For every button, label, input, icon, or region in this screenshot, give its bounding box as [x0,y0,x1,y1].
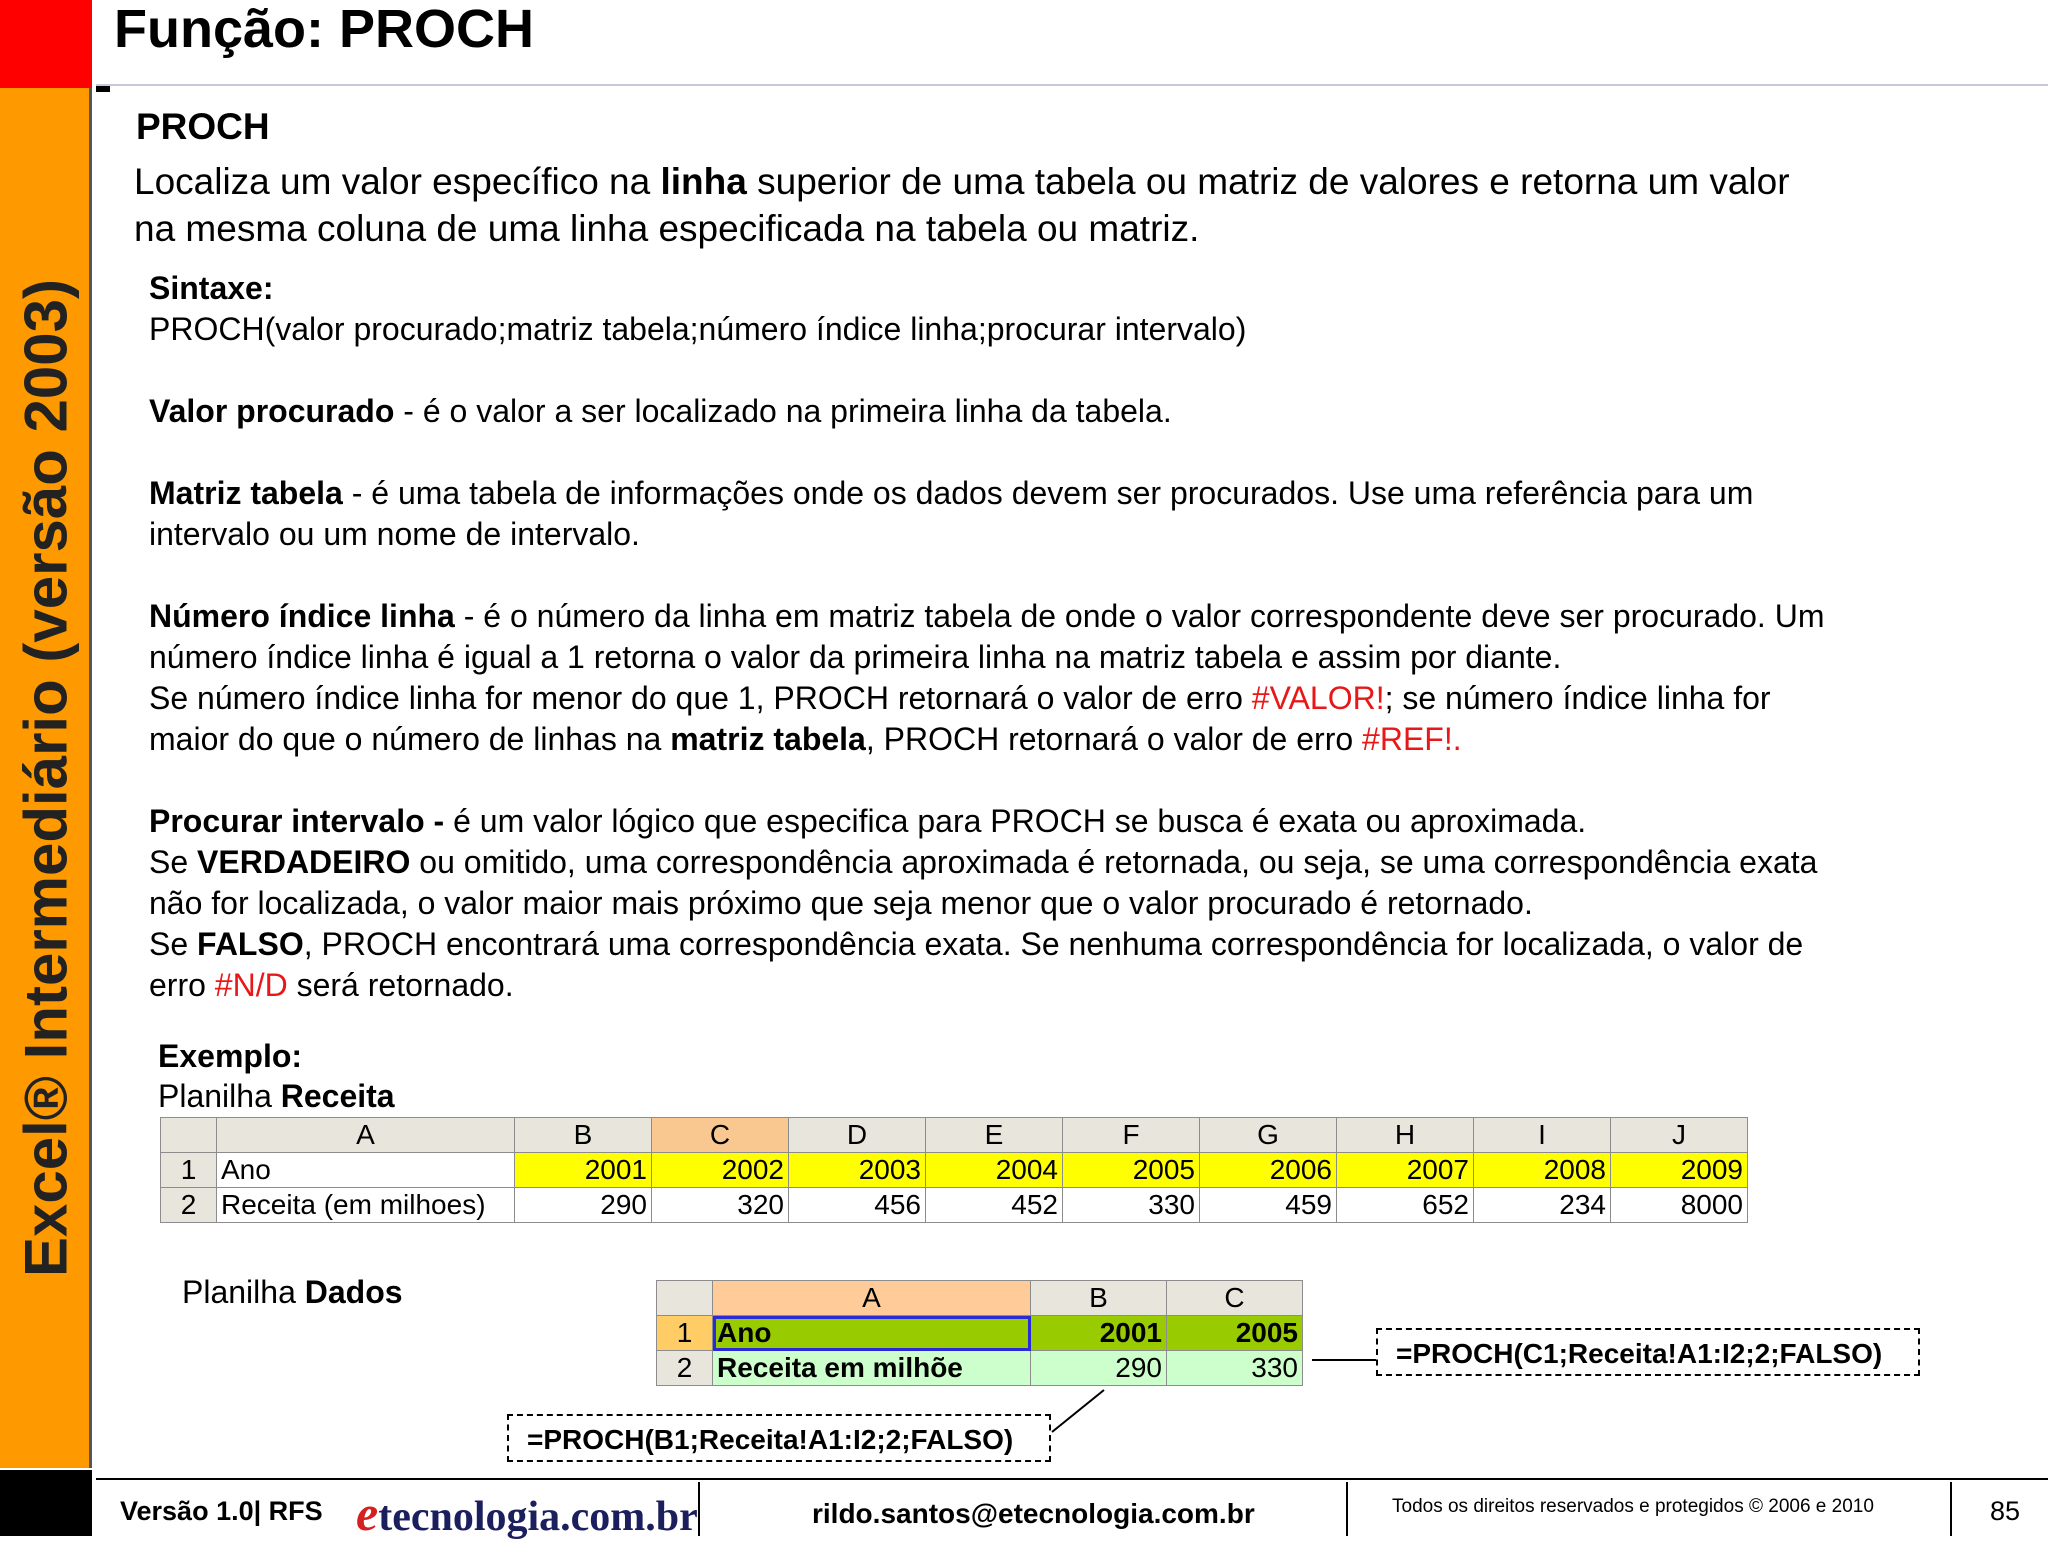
param-verdadeiro-cont: não for localizada, o valor maior mais próximo que seja menor que o valor procurado é retornado. [149,885,1533,921]
cell[interactable]: 2003 [789,1153,926,1188]
column-header: I [1474,1118,1611,1153]
param-numero-line-3: Se número índice linha for menor do que 1, PROCH retornará o valor de erro #VALOR!; se número índice linha for [149,680,1771,716]
param-numero-line-2: número índice linha é igual a 1 retorna o valor da primeira linha na matriz tabela e assim por diante. [149,639,1562,675]
sheet-receita-label: Planilha Receita [158,1078,395,1114]
cell[interactable]: 320 [652,1188,789,1223]
cell[interactable]: 2007 [1337,1153,1474,1188]
column-header: C [1167,1281,1303,1316]
footer-separator [1346,1482,1348,1536]
param-valor: Valor procurado - é o valor a ser localizado na primeira linha da tabela. [149,393,1172,429]
row-header: 2 [161,1188,217,1223]
column-header: H [1337,1118,1474,1153]
cell[interactable]: 2008 [1474,1153,1611,1188]
column-header: A [217,1118,515,1153]
cell[interactable]: 2002 [652,1153,789,1188]
footer-logo[interactable]: etecnologia.com.br [356,1485,698,1541]
column-header: C [652,1118,789,1153]
column-header: B [515,1118,652,1153]
column-header: F [1063,1118,1200,1153]
cell[interactable]: 330 [1063,1188,1200,1223]
column-header: J [1611,1118,1748,1153]
footer-divider [96,1478,2048,1480]
param-matriz-cont: intervalo ou um nome de intervalo. [149,516,640,552]
cell[interactable]: Receita (em milhoes) [217,1188,515,1223]
cell[interactable]: 290 [1031,1351,1167,1386]
example-label: Exemplo: Planilha Receita [158,1038,395,1114]
syntax-label: Sintaxe: [149,270,274,306]
cell[interactable]: 452 [926,1188,1063,1223]
page-number: 85 [1990,1496,2021,1526]
cell[interactable]: 2001 [1031,1316,1167,1351]
cell[interactable]: 290 [515,1188,652,1223]
column-header: B [1031,1281,1167,1316]
cell[interactable]: 330 [1167,1351,1303,1386]
cell[interactable]: 2005 [1063,1153,1200,1188]
cell[interactable]: 459 [1200,1188,1337,1223]
cell[interactable]: Receita em milhõe [713,1351,1031,1386]
row-header: 2 [657,1351,713,1386]
row-header: 1 [657,1316,713,1351]
cell[interactable]: 2004 [926,1153,1063,1188]
error-ref: #REF!. [1362,721,1462,757]
cell[interactable]: 234 [1474,1188,1611,1223]
selected-cell[interactable]: Ano [713,1316,1031,1351]
footer-copyright: Todos os direitos reservados e protegidos © 2006 e 2010 [1392,1496,1874,1517]
intro-line-2: na mesma coluna de uma linha especificada na tabela ou matriz. [134,208,1200,249]
formula-callout-c1: =PROCH(C1;Receita!A1:I2;2;FALSO) [1376,1328,1920,1376]
syntax-formula: PROCH(valor procurado;matriz tabela;número índice linha;procurar intervalo) [149,311,1247,347]
cell[interactable]: 456 [789,1188,926,1223]
footer-version: Versão 1.0| RFS [120,1496,323,1526]
cell[interactable]: 2001 [515,1153,652,1188]
column-header: G [1200,1118,1337,1153]
column-header: A [713,1281,1031,1316]
param-numero: Número índice linha - é o número da linha em matriz tabela de onde o valor correspondente deve ser procurado. Um [149,598,1825,634]
row-header: 1 [161,1153,217,1188]
param-falso: Se FALSO, PROCH encontrará uma correspondência exata. Se nenhuma correspondência for localizada, o valor de [149,926,1804,962]
footer-email-link[interactable]: rildo.santos@etecnologia.com.br [812,1498,1255,1529]
error-valor: #VALOR! [1251,680,1385,716]
param-verdadeiro: Se VERDADEIRO ou omitido, uma correspondência aproximada é retornada, ou seja, se uma correspondência exata [149,844,1818,880]
intro-line-1: Localiza um valor específico na linha superior de uma tabela ou matriz de valores e retorna um valor [134,161,1790,202]
column-header: D [789,1118,926,1153]
sheet-dados-label: Planilha Dados [182,1274,403,1310]
formula-callout-b1: =PROCH(B1;Receita!A1:I2;2;FALSO) [507,1414,1051,1462]
column-header: E [926,1118,1063,1153]
cell[interactable]: 2006 [1200,1153,1337,1188]
section-heading: PROCH [136,106,270,147]
sidebar-title: Excel® Intermediário (versão 2003) [12,278,80,1278]
cell[interactable]: 2005 [1167,1316,1303,1351]
cell[interactable]: Ano [217,1153,515,1188]
footer-separator [698,1482,700,1536]
param-matriz: Matriz tabela - é uma tabela de informações onde os dados devem ser procurados. Use uma referência para um [149,475,1754,511]
cell[interactable]: 2009 [1611,1153,1748,1188]
param-procurar: Procurar intervalo - é um valor lógico que especifica para PROCH se busca é exata ou aproximada. [149,803,1587,839]
connector-b1 [1052,1390,1104,1432]
footer-separator [1950,1482,1952,1536]
cell[interactable]: 8000 [1611,1188,1748,1223]
page-title: Função: PROCH [114,0,535,59]
cell[interactable]: 652 [1337,1188,1474,1223]
param-falso-cont: erro #N/D será retornado. [149,967,514,1003]
error-nd: #N/D [214,967,288,1003]
param-numero-line-4: maior do que o número de linhas na matriz tabela, PROCH retornará o valor de erro #REF!. [149,721,1462,757]
